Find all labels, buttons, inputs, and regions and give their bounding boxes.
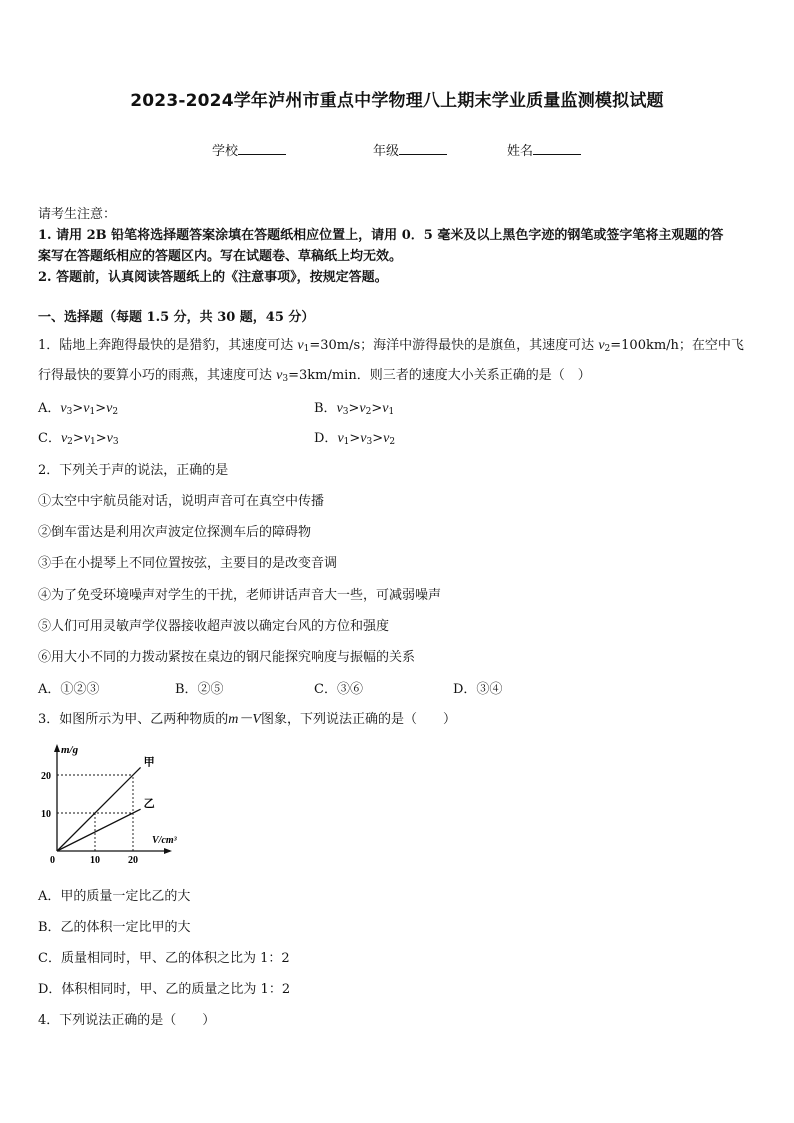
y-axis-arrow bbox=[54, 744, 60, 752]
q1-option-d[interactable]: D．$v_1>v_3>v_2$ bbox=[314, 431, 396, 447]
name-field[interactable] bbox=[507, 140, 581, 159]
grade-blank[interactable] bbox=[399, 142, 447, 155]
q1-option-b[interactable]: B．$v_3>v_2>v_1$ bbox=[314, 401, 395, 417]
origin-label: 0 bbox=[50, 855, 55, 866]
q3-option-c[interactable]: C．质量相同时，甲、乙的体积之比为 1：2 bbox=[38, 951, 290, 966]
q2-item-6: ⑥用大小不同的力拨动紧按在桌边的钢尺能探究响度与振幅的关系 bbox=[38, 650, 416, 665]
q2-item-3: ③手在小提琴上不同位置按弦，主要目的是改变音调 bbox=[38, 556, 338, 571]
q2-option-b[interactable]: B．②⑤ bbox=[175, 682, 224, 697]
series-line-1 bbox=[57, 767, 141, 851]
q2-item-4: ④为了免受环境噪声对学生的干扰，老师讲话声音大一些，可减弱噪声 bbox=[38, 588, 442, 603]
school-field[interactable] bbox=[212, 140, 286, 159]
y-tick-label: 10 bbox=[41, 809, 51, 820]
x-axis-arrow bbox=[164, 848, 172, 854]
x-tick-label: 20 bbox=[128, 855, 138, 866]
q2-item-1: ①太空中宇航员能对话，说明声音可在真空中传播 bbox=[38, 494, 325, 509]
grade-field[interactable] bbox=[373, 140, 447, 159]
q1-stem-line-2: 行得最快的要算小巧的雨燕，其速度可达 $v_3=3km/\min$．则三者的速度大小关系正确的是（ ） bbox=[38, 368, 591, 384]
q2-option-c[interactable]: C．③⑥ bbox=[314, 682, 363, 697]
q3-option-b[interactable]: B．乙的体积一定比甲的大 bbox=[38, 920, 191, 935]
name-label: 姓名 bbox=[507, 144, 534, 159]
notice-heading: 请考生注意： bbox=[38, 207, 117, 222]
series-line-2 bbox=[57, 809, 141, 851]
name-blank[interactable] bbox=[533, 142, 581, 155]
q3-formula: m－V bbox=[228, 712, 261, 727]
series-label-2: 乙 bbox=[143, 798, 155, 811]
section-heading: 一、选择题（每题 1.5 分，共 30 题，45 分） bbox=[38, 310, 315, 325]
q3-option-a[interactable]: A．甲的质量一定比乙的大 bbox=[38, 889, 191, 904]
q1-option-a[interactable]: A．$v_3>v_1>v_2$ bbox=[38, 401, 119, 417]
q2-item-2: ②倒车雷达是利用次声波定位探测车后的障碍物 bbox=[38, 525, 312, 540]
q2-option-a[interactable]: A．①②③ bbox=[38, 682, 100, 697]
notice-line-1: 1. 请用 2B 铅笔将选择题答案涂填在答题纸相应位置上，请用 0．5 毫米及以上黑色字迹的钢笔或签字笔将主观题的答 bbox=[38, 228, 724, 243]
q4-stem: 4．下列说法正确的是（ ） bbox=[38, 1013, 216, 1028]
y-tick-label: 20 bbox=[41, 771, 51, 782]
m-v-graph bbox=[30, 738, 200, 868]
q3-option-d[interactable]: D．体积相同时，甲、乙的质量之比为 1：2 bbox=[38, 982, 291, 997]
notice-line-3: 2. 答题前，认真阅读答题纸上的《注意事项》，按规定答题。 bbox=[38, 270, 388, 285]
grade-label: 年级 bbox=[373, 144, 400, 159]
series-label-1: 甲 bbox=[143, 756, 155, 769]
q1-stem-line-1: 1．陆地上奔跑得最快的是猎豹，其速度可达 $v_1=30m/s$；海洋中游得最快的是旗鱼，其速度可达 $v_2=100km/h$；在空中飞 bbox=[38, 338, 744, 354]
y-axis-label: m/g bbox=[61, 744, 79, 756]
student-info-row bbox=[0, 140, 794, 160]
q2-option-d[interactable]: D．③④ bbox=[453, 682, 503, 697]
q1-option-c[interactable]: C．$v_2>v_1>v_3$ bbox=[38, 431, 119, 447]
q2-stem: 2．下列关于声的说法，正确的是 bbox=[38, 463, 229, 478]
school-label: 学校 bbox=[212, 144, 239, 159]
x-axis-label: V/cm³ bbox=[152, 835, 177, 846]
page-title: 2023-2024学年泸州市重点中学物理八上期末学业质量监测模拟试题 bbox=[130, 91, 664, 111]
q3-stem: 3．如图所示为甲、乙两种物质的m－V图象，下列说法正确的是（ ） bbox=[38, 712, 456, 727]
q2-item-5: ⑤人们可用灵敏声学仪器接收超声波以确定台风的方位和强度 bbox=[38, 619, 390, 634]
notice-line-2: 案写在答题纸相应的答题区内。写在试题卷、草稿纸上均无效。 bbox=[38, 249, 403, 264]
x-tick-label: 10 bbox=[90, 855, 100, 866]
school-blank[interactable] bbox=[238, 142, 286, 155]
